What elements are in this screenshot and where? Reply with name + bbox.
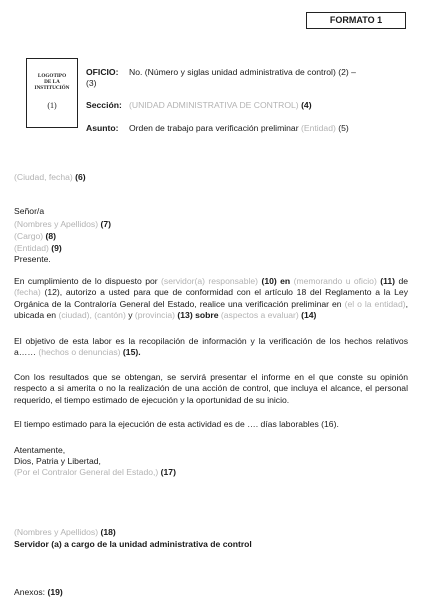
asunto-label: Asunto: — [86, 123, 119, 133]
city-date-line: (Ciudad, fecha) (6) — [14, 172, 86, 182]
oficio-label: OFICIO: — [86, 67, 119, 77]
paragraph-objetivo: El objetivo de esta labor es la recopilación de información y la verificación de los hechos relativos a…… (hechos o denuncias) (15). — [14, 336, 408, 358]
oficio-value-cont: (3) — [86, 78, 97, 88]
salutation-cargo: (Cargo) (8) — [14, 231, 57, 241]
logo-text: LOGOTIPO DE LA INSTITUCIÓN — [34, 73, 70, 92]
signature-role: Servidor (a) a cargo de la unidad administrativa de control — [14, 539, 252, 549]
closing-dios-patria: Dios, Patria y Libertad, — [14, 456, 101, 466]
asunto-value: Orden de trabajo para verificación preliminar (Entidad) (5) — [129, 123, 349, 133]
format-label: FORMATO 1 — [306, 12, 406, 29]
oficio-value: No. (Número y siglas unidad administrativa de control) (2) – — [129, 67, 356, 77]
logo-number: (1) — [47, 101, 57, 110]
seccion-label: Sección: — [86, 100, 122, 110]
salutation-senor: Señor/a — [14, 206, 45, 216]
paragraph-tiempo: El tiempo estimado para la ejecución de esta actividad es de …. días laborables (16). — [14, 419, 339, 429]
seccion-value: (UNIDAD ADMINISTRATIVA DE CONTROL) (4) — [129, 100, 312, 110]
paragraph-cumplimiento: En cumplimiento de lo dispuesto por (servidor(a) responsable) (10) en (memorando u oficio) (11) de (fecha) (12), autorizo a usted para que de conformidad con el artículo 18 del Reglamento a la Ley Orgánica de la Contraloría General del Estado, realice una verificación preliminar en (el o la entidad), ubicada en (ciudad), (cantón) y (provincia) (13) sobre (aspectos a evaluar) (14) — [14, 276, 408, 321]
closing-por-contralor: (Por el Contralor General del Estado,) (17) — [14, 467, 176, 477]
closing-atentamente: Atentamente, — [14, 445, 66, 455]
salutation-presente: Presente. — [14, 254, 51, 264]
institution-logo — [26, 58, 78, 128]
paragraph-resultados: Con los resultados que se obtengan, se servirá presentar el informe en el que conste su opinión respecto a si amerita o no la realización de una acción de control, que incluya el alcance, el personal requerido, el tiempo estimado de ejecución y la oportunidad de su inicio. — [14, 372, 408, 405]
signature-name: (Nombres y Apellidos) (18) — [14, 527, 116, 537]
salutation-nombres: (Nombres y Apellidos) (7) — [14, 219, 111, 229]
salutation-entidad: (Entidad) (9) — [14, 243, 62, 253]
annexes-line: Anexos: (19) — [14, 587, 63, 597]
